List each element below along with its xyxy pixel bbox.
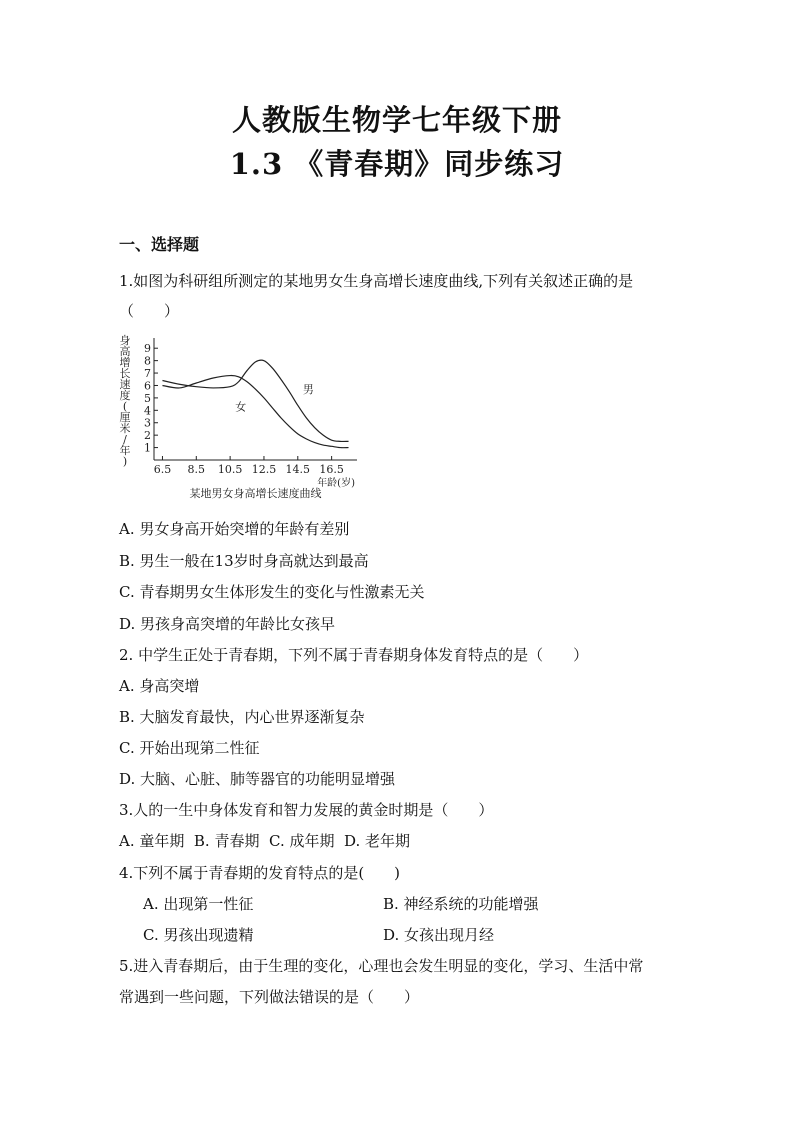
series-label-male: 男 bbox=[302, 382, 314, 396]
y-axis-label-char: 身 bbox=[119, 334, 131, 347]
q1-stem-line1: 1.如图为科研组所测定的某地男女生身高增长速度曲线,下列有关叙述正确的是 bbox=[119, 272, 634, 290]
y-axis-label-char: ) bbox=[122, 455, 128, 468]
y-tick-label: 1 bbox=[144, 441, 151, 455]
q1-option-a[interactable]: A. 男女身高开始突增的年龄有差别 bbox=[119, 520, 350, 538]
x-ticks bbox=[154, 456, 344, 476]
y-tick-label: 8 bbox=[144, 354, 151, 368]
y-axis-label-char: / bbox=[123, 433, 127, 446]
doc-title-line1: 人教版生物学七年级下册 bbox=[231, 103, 562, 137]
y-axis-label-char: 度 bbox=[119, 389, 131, 402]
y-axis-label-char: 厘 bbox=[119, 411, 131, 424]
y-axis-label bbox=[120, 334, 131, 468]
y-tick-label: 2 bbox=[144, 429, 151, 443]
section-heading: 一、选择题 bbox=[119, 235, 200, 254]
q4-options-row2 bbox=[143, 924, 495, 945]
x-tick-label: 10.5 bbox=[217, 463, 243, 476]
q5-stem-line1: 5.进入青春期后，由于生理的变化，心理也会发生明显的变化，学习、生活中常 bbox=[119, 957, 644, 975]
series-male-line bbox=[162, 360, 348, 441]
q3-options[interactable]: A. 童年期 B. 青春期 C. 成年期 D. 老年期 bbox=[119, 832, 411, 850]
x-axis-label: 年龄(岁) bbox=[317, 478, 355, 489]
series-label-female: 女 bbox=[235, 400, 247, 414]
q4-options-row1 bbox=[143, 893, 539, 914]
y-axis-label-char: 高 bbox=[119, 345, 131, 358]
q1-option-c[interactable]: C. 青春期男女生体形发生的变化与性激素无关 bbox=[119, 583, 425, 601]
q4-option-c[interactable]: C. 男孩出现遗精 bbox=[143, 926, 254, 944]
x-tick-label: 14.5 bbox=[285, 463, 311, 476]
chart-title: 某地男女身高增长速度曲线 bbox=[189, 487, 322, 500]
y-axis-label-char: 速 bbox=[119, 378, 131, 391]
y-tick-label: 6 bbox=[144, 379, 151, 393]
y-axis-label-char: 长 bbox=[119, 367, 131, 380]
x-tick-label: 6.5 bbox=[153, 463, 172, 476]
y-tick-label: 5 bbox=[144, 391, 151, 405]
q4-option-a[interactable]: A. 出现第一性征 bbox=[143, 895, 254, 913]
x-tick-label: 8.5 bbox=[187, 463, 206, 476]
y-axis-label-text bbox=[120, 334, 131, 468]
doc-title-line2: 1.3 《青春期》同步练习 bbox=[229, 147, 565, 181]
q4-stem: 4.下列不属于青春期的发育特点的是( ) bbox=[119, 864, 401, 882]
height-growth-chart bbox=[112, 330, 374, 505]
q4-option-b[interactable]: B. 神经系统的功能增强 bbox=[383, 895, 539, 913]
q1-stem-line2: （ ） bbox=[119, 302, 180, 320]
y-tick-label: 3 bbox=[144, 416, 151, 430]
y-tick-label: 4 bbox=[144, 404, 151, 418]
q1-option-b[interactable]: B. 男生一般在13岁时身高就达到最高 bbox=[119, 552, 369, 570]
q5-stem-line2: 常遇到一些问题，下列做法错误的是（ ） bbox=[119, 988, 420, 1006]
y-tick-label: 7 bbox=[144, 367, 151, 381]
x-tick-label: 12.5 bbox=[251, 463, 277, 476]
q2-option-d[interactable]: D. 大脑、心脏、肺等器官的功能明显增强 bbox=[119, 770, 396, 788]
q3-stem: 3.人的一生中身体发育和智力发展的黄金时期是（ ） bbox=[119, 801, 494, 819]
y-axis-label-char: 米 bbox=[119, 422, 131, 435]
y-ticks bbox=[144, 342, 158, 454]
y-axis-label-char: 年 bbox=[119, 444, 131, 457]
y-tick-label: 9 bbox=[144, 342, 151, 356]
y-axis-label-char: ( bbox=[122, 400, 128, 413]
series-lines bbox=[162, 360, 348, 448]
q1-option-d[interactable]: D. 男孩身高突增的年龄比女孩早 bbox=[119, 615, 336, 633]
q2-option-b[interactable]: B. 大脑发育最快，内心世界逐渐复杂 bbox=[119, 708, 365, 726]
q4-option-d[interactable]: D. 女孩出现月经 bbox=[383, 926, 495, 944]
y-axis-label-char: 增 bbox=[119, 356, 131, 369]
q2-option-a[interactable]: A. 身高突增 bbox=[119, 677, 200, 695]
q2-option-c[interactable]: C. 开始出现第二性征 bbox=[119, 739, 260, 757]
q2-stem: 2. 中学生正处于青春期，下列不属于青春期身体发育特点的是（ ） bbox=[119, 646, 589, 664]
x-tick-label: 16.5 bbox=[319, 463, 344, 476]
